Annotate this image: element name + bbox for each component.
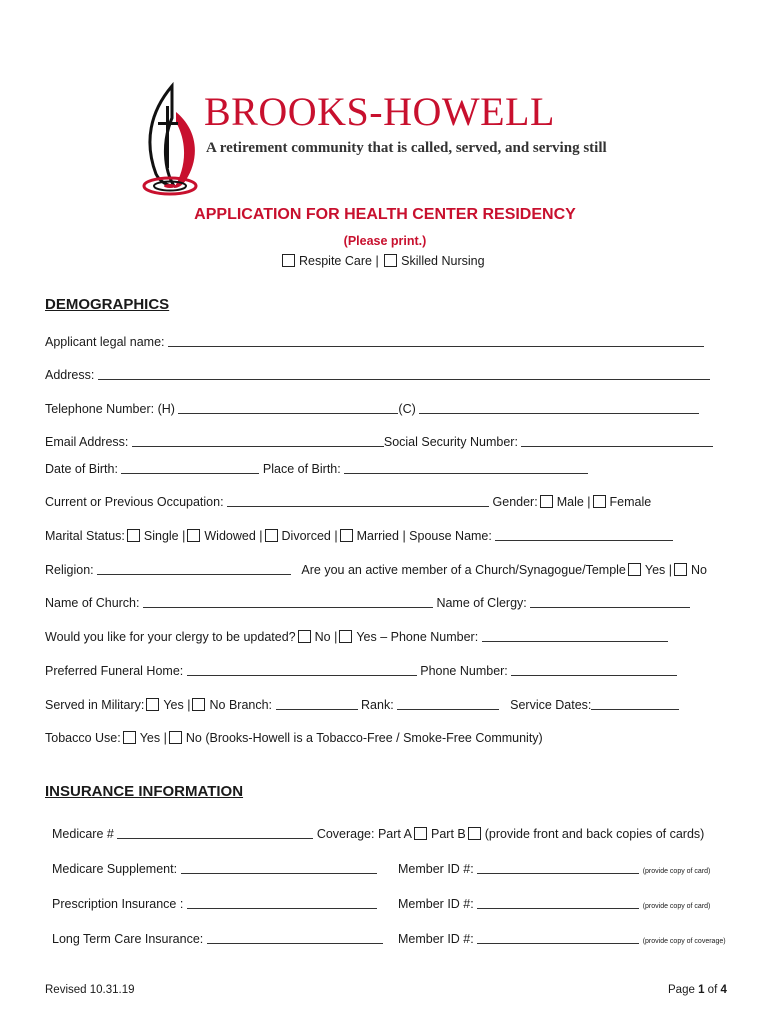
clergy-update-no-checkbox[interactable] — [298, 630, 311, 643]
dob-field[interactable] — [121, 461, 259, 474]
tobacco-row — [45, 731, 543, 745]
email-ssn-row — [45, 434, 713, 449]
male-checkbox[interactable] — [540, 495, 553, 508]
spouse-field[interactable] — [495, 528, 673, 541]
respite-care-checkbox[interactable] — [282, 254, 295, 267]
prescription-member-id-field[interactable] — [477, 896, 639, 909]
page-subtitle: (Please print.) — [343, 234, 427, 248]
occupation-field[interactable] — [227, 494, 489, 507]
military-row — [45, 697, 679, 712]
supplement-row — [52, 861, 377, 876]
religion-row — [45, 562, 707, 577]
ssn-field[interactable] — [521, 434, 713, 447]
single-checkbox[interactable] — [127, 529, 140, 542]
cards-note: (provide front and back copies of cards) — [484, 827, 705, 841]
brand-tagline: A retirement community that is called, served, and serving still — [206, 140, 607, 156]
service-dates-field[interactable] — [591, 697, 679, 710]
ssn-label: Social Security Number: — [383, 435, 518, 449]
service-dates-label: Service Dates: — [510, 698, 592, 712]
separator: | — [182, 529, 186, 543]
ltc-field[interactable] — [207, 931, 383, 944]
ltc-label: Long Term Care Insurance: — [52, 932, 204, 946]
marital-row — [45, 528, 673, 543]
yes-label: Yes — [139, 731, 161, 745]
birth-place-label: Place of Birth: — [262, 462, 341, 476]
cell-phone-label: (C) — [398, 402, 416, 416]
church-label: Name of Church: — [45, 596, 140, 610]
birth-row — [45, 461, 588, 476]
coverage-part-a-label: Coverage: Part A — [316, 827, 413, 841]
address-field[interactable] — [98, 367, 710, 380]
email-label: Email Address: — [45, 435, 129, 449]
supplement-member-id-field[interactable] — [477, 861, 639, 874]
part-a-checkbox[interactable] — [414, 827, 427, 840]
married-label: Married — [356, 529, 399, 543]
member-id-label: Member ID #: — [398, 862, 474, 876]
funeral-home-label: Preferred Funeral Home: — [45, 664, 184, 678]
birth-place-field[interactable] — [344, 461, 588, 474]
home-phone-label: Telephone Number: (H) — [45, 402, 175, 416]
prescription-field[interactable] — [187, 896, 377, 909]
branch-field[interactable] — [276, 697, 358, 710]
church-field[interactable] — [143, 595, 433, 608]
military-label: Served in Military: — [45, 698, 145, 712]
ltc-row — [52, 931, 383, 946]
supplement-label: Medicare Supplement: — [52, 862, 178, 876]
revision-date: Revised 10.31.19 — [45, 984, 135, 996]
ltc-member-id — [398, 931, 726, 946]
page-title: APPLICATION FOR HEALTH CENTER RESIDENCY — [194, 206, 576, 223]
part-b-checkbox[interactable] — [468, 827, 481, 840]
clergy-label: Name of Clergy: — [436, 596, 527, 610]
single-label: Single — [143, 529, 179, 543]
yes-label: Yes — [163, 698, 184, 712]
occupation-row — [45, 494, 651, 509]
page-total: 4 — [720, 984, 727, 996]
email-field[interactable] — [132, 434, 384, 447]
separator: | — [375, 254, 379, 268]
medicare-field[interactable] — [117, 826, 313, 839]
separator: | — [668, 563, 673, 577]
church-row — [45, 595, 690, 610]
prescription-member-id — [398, 896, 710, 911]
separator: | — [187, 698, 191, 712]
member-id-label: Member ID #: — [398, 932, 474, 946]
respite-care-label: Respite Care — [299, 254, 372, 268]
telephone-row — [45, 401, 699, 416]
yes-label: Yes — [644, 563, 666, 577]
clergy-phone-field[interactable] — [482, 629, 668, 642]
rank-label: Rank: — [361, 698, 394, 712]
applicant-name-label: Applicant legal name: — [45, 335, 165, 349]
dob-label: Date of Birth: — [45, 462, 118, 476]
marital-label: Marital Status: — [45, 529, 125, 543]
tobacco-no-checkbox[interactable] — [169, 731, 182, 744]
separator: | — [334, 630, 338, 644]
prescription-label: Prescription Insurance : — [52, 897, 184, 911]
flame-cross-icon — [142, 82, 204, 198]
demographics-heading: DEMOGRAPHICS — [45, 296, 170, 313]
military-no-checkbox[interactable] — [192, 698, 205, 711]
home-phone-field[interactable] — [178, 401, 398, 414]
occupation-label: Current or Previous Occupation: — [45, 495, 224, 509]
married-checkbox[interactable] — [340, 529, 353, 542]
divorced-label: Divorced — [281, 529, 331, 543]
no-label: No — [209, 698, 226, 712]
funeral-home-field[interactable] — [187, 663, 417, 676]
military-yes-checkbox[interactable] — [146, 698, 159, 711]
female-checkbox[interactable] — [593, 495, 606, 508]
widowed-checkbox[interactable] — [187, 529, 200, 542]
tobacco-note: (Brooks-Howell is a Tobacco-Free / Smoke-Free Community) — [205, 731, 543, 745]
clergy-field[interactable] — [530, 595, 690, 608]
supplement-member-id — [398, 861, 710, 876]
copy-card-note: (provide copy of card) — [642, 903, 711, 910]
supplement-field[interactable] — [181, 861, 377, 874]
logo — [142, 82, 204, 198]
spouse-label: | Spouse Name: — [402, 529, 492, 543]
skilled-nursing-label: Skilled Nursing — [401, 254, 485, 268]
funeral-phone-label: Phone Number: — [420, 664, 508, 678]
page-number — [668, 984, 727, 996]
page-of: of — [707, 984, 718, 996]
applicant-name-row — [45, 334, 704, 349]
copy-card-note: (provide copy of card) — [642, 868, 711, 875]
religion-label: Religion: — [45, 563, 94, 577]
prescription-row — [52, 896, 377, 911]
gender-label: Gender: — [492, 495, 538, 509]
tobacco-label: Tobacco Use: — [45, 731, 121, 745]
ltc-member-id-field[interactable] — [477, 931, 639, 944]
page-prefix: Page — [668, 984, 695, 996]
funeral-row — [45, 663, 677, 678]
no-label: No — [185, 731, 202, 745]
address-label: Address: — [45, 368, 95, 382]
cell-phone-field[interactable] — [419, 401, 699, 414]
clergy-update-row — [45, 629, 668, 644]
separator: | — [587, 495, 591, 509]
separator: | — [259, 529, 263, 543]
female-label: Female — [609, 495, 652, 509]
applicant-name-field[interactable] — [168, 334, 704, 347]
active-member-no-checkbox[interactable] — [674, 563, 687, 576]
brand-name: BROOKS-HOWELL — [204, 89, 555, 134]
no-label: No — [691, 563, 708, 577]
clergy-phone-label: Yes – Phone Number: — [356, 630, 479, 644]
widowed-label: Widowed — [204, 529, 256, 543]
active-member-label: Are you an active member of a Church/Synagogue/Temple — [301, 563, 626, 577]
member-id-label: Member ID #: — [398, 897, 474, 911]
active-member-yes-checkbox[interactable] — [628, 563, 641, 576]
divorced-checkbox[interactable] — [265, 529, 278, 542]
rank-field[interactable] — [397, 697, 499, 710]
care-type-options — [280, 254, 485, 268]
clergy-update-label: Would you like for your clergy to be updated? — [45, 630, 296, 644]
male-label: Male — [556, 495, 584, 509]
copy-coverage-note: (provide copy of coverage) — [642, 938, 726, 945]
no-label: No — [314, 630, 331, 644]
religion-field[interactable] — [97, 562, 291, 575]
insurance-heading: INSURANCE INFORMATION — [45, 783, 244, 800]
branch-label: Branch: — [228, 698, 273, 712]
tobacco-yes-checkbox[interactable] — [123, 731, 136, 744]
funeral-phone-field[interactable] — [511, 663, 677, 676]
part-b-label: Part B — [431, 827, 466, 841]
skilled-nursing-checkbox[interactable] — [384, 254, 397, 267]
clergy-update-yes-checkbox[interactable] — [339, 630, 352, 643]
separator: | — [163, 731, 167, 745]
separator: | — [334, 529, 338, 543]
page-current: 1 — [698, 984, 705, 996]
medicare-row — [52, 826, 704, 841]
address-row — [45, 367, 710, 382]
medicare-label: Medicare # — [52, 827, 114, 841]
